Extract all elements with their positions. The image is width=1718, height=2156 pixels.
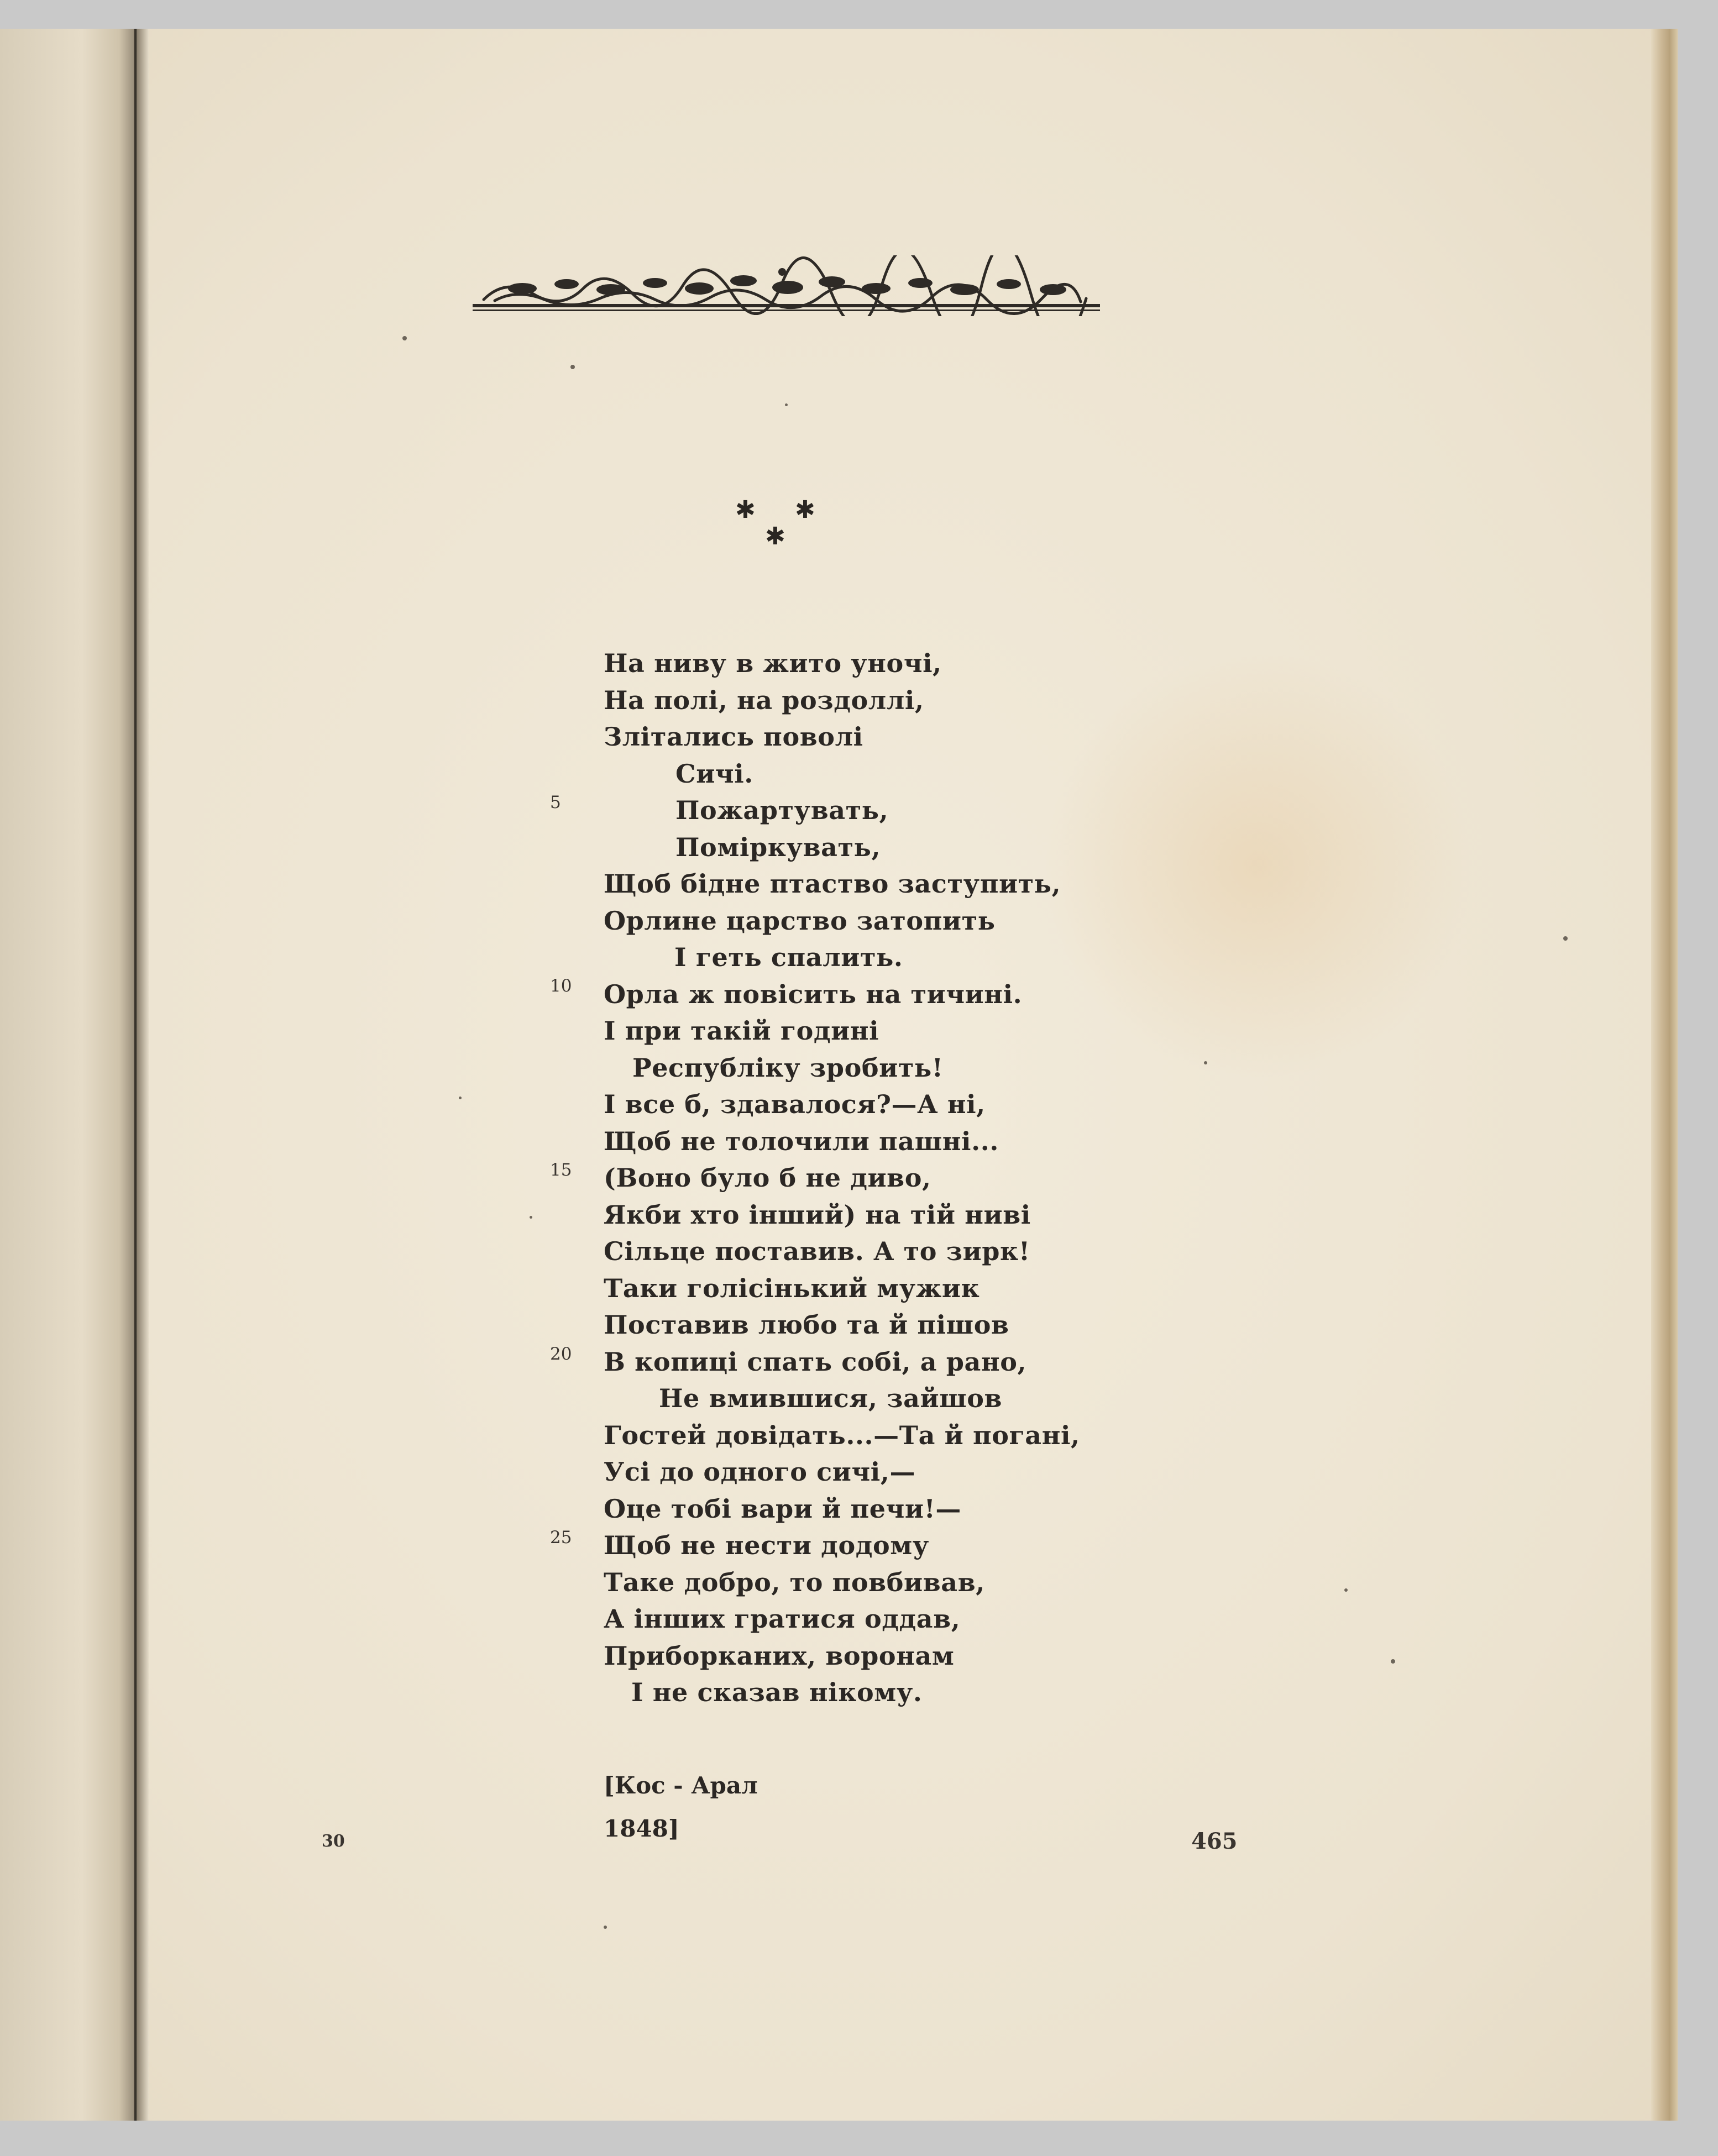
- poem-line-19: Поставив любо та й пішов: [604, 1310, 1009, 1340]
- poem-line-27: А інших гратися оддав,: [604, 1604, 961, 1634]
- paper-speck: [1344, 1588, 1348, 1592]
- line-number-20: 20: [550, 1344, 572, 1364]
- poem-line-23: Усі до одного сичі,—: [604, 1457, 916, 1487]
- line-number-15: 15: [550, 1160, 572, 1180]
- poem-text: [604, 645, 1156, 1711]
- poem-line-26: Таке добро, то повбивав,: [604, 1567, 985, 1597]
- poem-line-15: (Воно було б не диво,: [604, 1163, 931, 1193]
- book-spine: [0, 29, 149, 2121]
- paper-speck: [785, 403, 788, 406]
- poem-line-8: Орлине царство затопить: [604, 905, 996, 936]
- paper-speck: [1563, 936, 1568, 941]
- poem-line-12: Республіку зробить!: [632, 1052, 944, 1083]
- poem-line-17: Сільце поставив. А то зирк!: [604, 1236, 1030, 1266]
- poem-line-2: На полі, на роздоллі,: [604, 685, 924, 715]
- poem-line-4: Сичі.: [675, 758, 753, 789]
- poem-line-16: Якби хто інший) на тій ниві: [604, 1199, 1031, 1230]
- poem-line-5: Пожартувать,: [675, 795, 889, 825]
- headpiece-ornament-icon: [473, 255, 1100, 316]
- poem-line-13: І все б, здавалося?—А ні,: [604, 1089, 986, 1119]
- poem-line-29: І не сказав нікому.: [631, 1677, 923, 1707]
- paper-speck: [530, 1216, 532, 1219]
- place-label: [Кос - Арал: [604, 1772, 758, 1799]
- line-number-25: 25: [550, 1528, 572, 1548]
- poem-line-11: І при такій годині: [604, 1016, 879, 1046]
- poem-line-21: Не вмившися, зайшов: [659, 1383, 1003, 1413]
- poem-line-9: І геть спалить.: [674, 942, 903, 972]
- paper-speck: [604, 1926, 607, 1929]
- poem-line-24: Оце тобі вари й печи!—: [604, 1493, 962, 1524]
- asterism-icon: ✱ ✱ ✱: [735, 496, 815, 550]
- spine-gutter-line: [134, 29, 137, 2121]
- paper-speck: [459, 1097, 462, 1099]
- page-number: 465: [1191, 1828, 1238, 1854]
- poem-line-20: В копиці спать собі, а рано,: [604, 1346, 1027, 1377]
- poem-line-14: Щоб не толочили пашні...: [604, 1126, 999, 1156]
- poem-line-1: На ниву в жито уночі,: [604, 648, 942, 678]
- line-number-5: 5: [550, 793, 561, 812]
- page-edge: [1651, 29, 1678, 2121]
- poem-line-22: Гостей довідать...—Та й погані,: [604, 1420, 1080, 1450]
- line-number-10: 10: [550, 976, 572, 996]
- poem-line-28: Приборканих, воронам: [604, 1640, 955, 1671]
- poem-line-25: Щоб не нести додому: [604, 1530, 929, 1560]
- poem-line-18: Таки голісінький мужик: [604, 1273, 980, 1303]
- paper-speck: [402, 336, 407, 340]
- poem-line-3: Злітались поволі: [604, 722, 863, 752]
- poem-line-10: Орла ж повісить на тичині.: [604, 979, 1023, 1009]
- poem-line-6: Поміркувать,: [675, 832, 881, 862]
- paper-speck: [570, 365, 575, 369]
- paper-speck: [1204, 1061, 1207, 1064]
- date-label: 1848]: [604, 1815, 679, 1842]
- poem-line-7: Щоб бідне птаство заступить,: [604, 869, 1061, 899]
- book-page: [0, 29, 1678, 2121]
- paper-speck: [1391, 1659, 1395, 1664]
- signature-mark: 30: [322, 1832, 345, 1851]
- place-date: [604, 1764, 758, 1850]
